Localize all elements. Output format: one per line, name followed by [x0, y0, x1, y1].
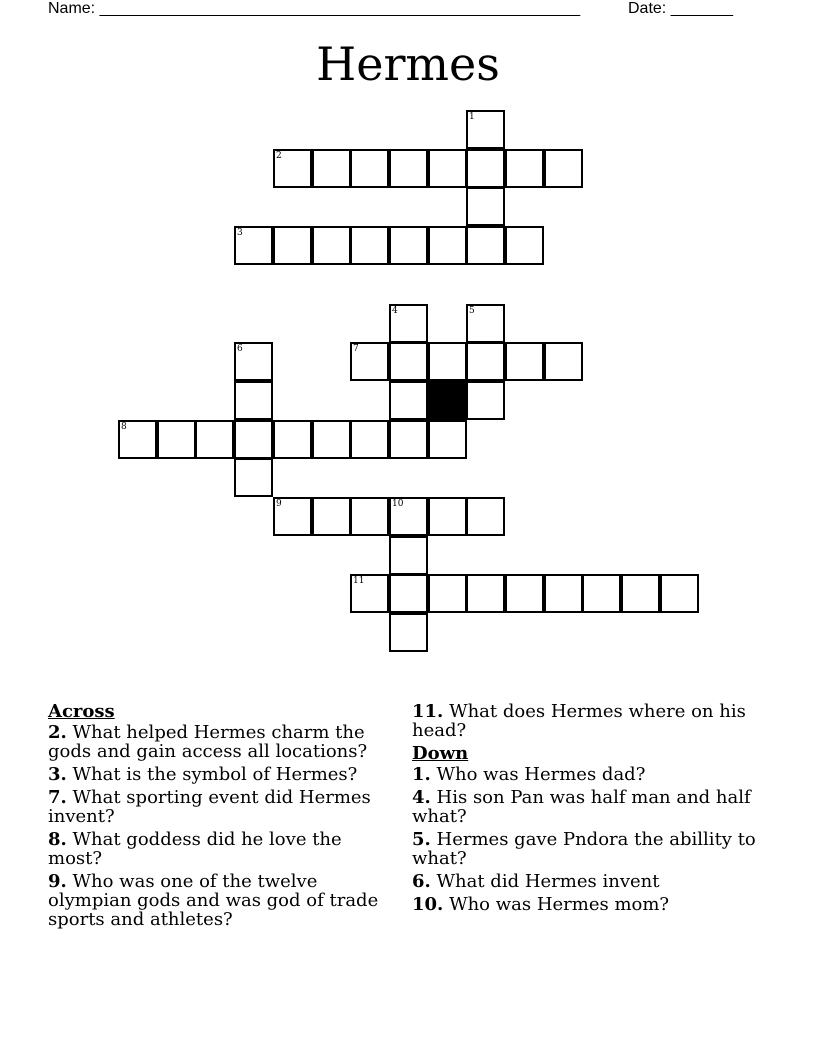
grid-cell[interactable] — [389, 381, 428, 420]
clue-text: Hermes gave Pndora the abillity to what? — [412, 829, 756, 869]
grid-cell[interactable] — [428, 574, 467, 613]
clue-text: What helped Hermes charm the gods and gain access all locations? — [48, 722, 368, 762]
grid-cell[interactable] — [544, 149, 583, 188]
clue-down-5 — [412, 830, 757, 868]
grid-cell[interactable] — [466, 110, 505, 149]
grid-cell[interactable] — [350, 226, 389, 265]
date-label: Date: — [628, 0, 667, 17]
grid-cell[interactable] — [466, 381, 505, 420]
grid-cell[interactable] — [312, 497, 351, 536]
grid-cell[interactable] — [312, 149, 351, 188]
clue-across-8 — [48, 830, 393, 868]
clue-number: 3. — [48, 764, 67, 785]
cell-number: 6 — [237, 344, 243, 354]
cell-number: 9 — [276, 499, 282, 509]
grid-cell[interactable] — [350, 342, 389, 381]
grid-cell[interactable] — [544, 342, 583, 381]
grid-cell[interactable] — [466, 226, 505, 265]
name-label: Name: — [48, 0, 96, 17]
clue-number: 6. — [412, 871, 431, 892]
page-title: Hermes — [316, 37, 500, 91]
grid-cell[interactable] — [505, 226, 544, 265]
grid-cell[interactable] — [234, 420, 273, 459]
grid-cell[interactable] — [118, 420, 157, 459]
clue-number: 2. — [48, 722, 67, 743]
clue-number: 4. — [412, 787, 431, 808]
grid-cell[interactable] — [466, 149, 505, 188]
grid-cell[interactable] — [234, 226, 273, 265]
grid-cell[interactable] — [505, 149, 544, 188]
grid-cell[interactable] — [312, 226, 351, 265]
grid-cell[interactable] — [234, 458, 273, 497]
clue-text: What sporting event did Hermes invent? — [48, 787, 371, 827]
grid-cell[interactable] — [389, 226, 428, 265]
cell-number: 11 — [353, 576, 365, 586]
grid-cell[interactable] — [273, 497, 312, 536]
grid-cell[interactable] — [466, 342, 505, 381]
cell-number: 5 — [469, 306, 475, 316]
grid-cell[interactable] — [582, 574, 621, 613]
grid-cell[interactable] — [234, 381, 273, 420]
clue-number: 7. — [48, 787, 67, 808]
clue-down-6 — [412, 872, 757, 891]
clue-number: 8. — [48, 829, 67, 850]
clue-text: What did Hermes invent — [436, 871, 660, 892]
grid-cell[interactable] — [466, 574, 505, 613]
clue-text: What does Hermes where on his head? — [412, 701, 746, 741]
clue-number: 5. — [412, 829, 431, 850]
grid-cell[interactable] — [312, 420, 351, 459]
grid-cell[interactable] — [544, 574, 583, 613]
clue-down-4 — [412, 788, 757, 826]
clues-right-column — [412, 702, 757, 918]
grid-cell[interactable] — [389, 497, 428, 536]
grid-cell[interactable] — [234, 342, 273, 381]
clue-number: 9. — [48, 871, 67, 892]
grid-cell[interactable] — [273, 420, 312, 459]
grid-cell[interactable] — [389, 420, 428, 459]
clue-number: 10. — [412, 894, 444, 915]
grid-cell[interactable] — [505, 342, 544, 381]
clue-text: What is the symbol of Hermes? — [72, 764, 358, 785]
clue-text: Who was Hermes mom? — [449, 894, 670, 915]
cell-number: 1 — [469, 112, 475, 122]
clue-text: Who was Hermes dad? — [436, 764, 646, 785]
clue-across-11 — [412, 702, 757, 740]
grid-cell[interactable] — [389, 304, 428, 343]
grid-cell[interactable] — [428, 497, 467, 536]
grid-cell[interactable] — [350, 497, 389, 536]
cell-number: 2 — [276, 151, 282, 161]
grid-cell[interactable] — [660, 574, 699, 613]
grid-cell[interactable] — [389, 149, 428, 188]
grid-cell[interactable] — [389, 536, 428, 575]
grid-cell[interactable] — [350, 420, 389, 459]
across-heading: Across — [48, 701, 115, 722]
cell-number: 4 — [392, 306, 398, 316]
down-heading: Down — [412, 743, 469, 764]
grid-cell[interactable] — [466, 497, 505, 536]
grid-cell[interactable] — [273, 149, 312, 188]
cell-number: 7 — [353, 344, 359, 354]
grid-cell[interactable] — [350, 149, 389, 188]
grid-cell[interactable] — [389, 574, 428, 613]
grid-cell[interactable] — [466, 187, 505, 226]
grid-cell[interactable] — [428, 342, 467, 381]
clue-down-1 — [412, 765, 757, 784]
cell-number: 10 — [392, 499, 404, 509]
clue-across-2 — [48, 723, 393, 761]
clue-number: 11. — [412, 701, 444, 722]
clue-text: Who was one of the twelve olympian gods and was god of trade sports and athletes? — [48, 871, 379, 930]
grid-cell[interactable] — [350, 574, 389, 613]
cell-number: 3 — [237, 228, 243, 238]
grid-cell[interactable] — [157, 420, 196, 459]
grid-cell-blocked — [428, 381, 467, 420]
clue-across-7 — [48, 788, 393, 826]
grid-cell[interactable] — [273, 226, 312, 265]
grid-cell[interactable] — [428, 149, 467, 188]
clue-across-3 — [48, 765, 393, 784]
grid-cell[interactable] — [505, 574, 544, 613]
grid-cell[interactable] — [195, 420, 234, 459]
clue-text: What goddess did he love the most? — [48, 829, 342, 869]
cell-number: 8 — [121, 422, 127, 432]
grid-cell[interactable] — [428, 420, 467, 459]
clue-down-10 — [412, 895, 757, 914]
grid-cell[interactable] — [389, 613, 428, 652]
grid-cell[interactable] — [389, 342, 428, 381]
date-blank[interactable]: _______ — [670, 0, 733, 17]
clues-left-column — [48, 702, 393, 933]
grid-cell[interactable] — [428, 226, 467, 265]
clue-across-9 — [48, 872, 393, 929]
grid-cell[interactable] — [621, 574, 660, 613]
grid-cell[interactable] — [466, 304, 505, 343]
clue-number: 1. — [412, 764, 431, 785]
clue-text: His son Pan was half man and half what? — [412, 787, 751, 827]
name-blank[interactable]: ______________________________________________________ — [99, 0, 581, 17]
